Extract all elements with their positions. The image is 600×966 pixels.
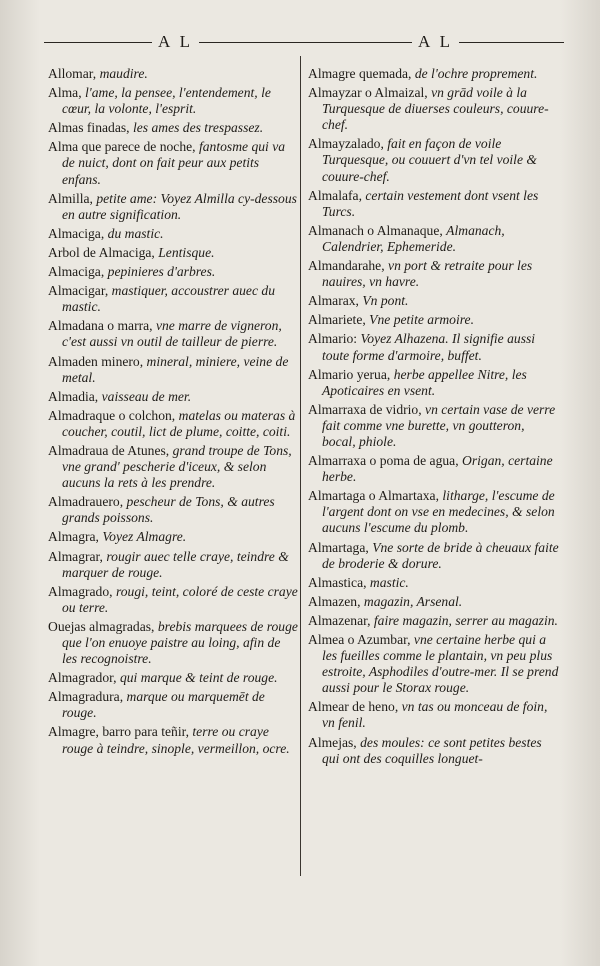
dictionary-entry [48, 408, 298, 440]
entry-definition: mastic. [369, 574, 409, 590]
dictionary-entry [308, 488, 561, 536]
entry-headword: Alma que parece de noche, [48, 139, 196, 155]
entry-definition: Voyez Almagre. [102, 529, 187, 545]
entry-headword: Almadana o marra, [48, 318, 153, 334]
dictionary-entry [48, 191, 298, 223]
entry-definition: Vn pont. [362, 293, 409, 309]
dictionary-entry [48, 389, 298, 405]
entry-headword: Almacigar, [48, 283, 109, 299]
dictionary-entry [308, 735, 561, 767]
entry-definition: pescheur de Tons, & autres grands poissons. [62, 494, 275, 526]
dictionary-entry [308, 136, 561, 184]
entry-definition: mastiquer, accoustrer auec du mastic. [62, 283, 275, 315]
entry-headword: Almastica, [308, 574, 367, 590]
entry-headword: Almayzar o Almaizal, [308, 85, 428, 101]
dictionary-entry [48, 139, 298, 187]
dictionary-entry [48, 670, 298, 686]
dictionary-entry [308, 367, 561, 399]
entry-headword: Almagre, barro para teñir, [48, 724, 189, 740]
entry-headword: Almartaga o Almartaxa, [308, 488, 439, 504]
running-header [44, 32, 564, 56]
entry-definition: vn tas ou monceau de foin, vn fenil. [322, 699, 548, 731]
entry-headword: Almear de heno, [308, 699, 399, 715]
entry-headword: Almarraxa de vidrio, [308, 401, 422, 417]
entry-definition: rougi, teint, coloré de ceste craye ou terre. [62, 583, 298, 615]
entry-definition: litharge, l'escume de l'argent dont on vse en medecines, & selon aucuns l'escume du plomb. [322, 488, 555, 536]
entry-definition: marque ou marquemēt de rouge. [62, 689, 265, 721]
entry-headword: Almandarahe, [308, 258, 385, 274]
entry-definition: fait en façon de voile Turquesque, ou couuert d'vn tel voile & couure-chef. [322, 136, 537, 184]
dictionary-entry [308, 66, 561, 82]
entry-definition: vn port & retraite pour les nauires, vn havre. [322, 258, 533, 290]
dictionary-entry [308, 594, 561, 610]
entry-headword: Almario yerua, [308, 366, 391, 382]
entry-definition: Voyez Alhazena. Il signifie aussi toute forme d'armoire, buffet. [322, 331, 536, 363]
entry-definition: rougir auec telle craye, teindre & marquer de rouge. [62, 548, 289, 580]
dictionary-entry [308, 312, 561, 328]
entry-headword: Almanach o Almanaque, [308, 222, 443, 238]
entry-definition: Almanach, Calendrier, Ephemeride. [322, 222, 505, 254]
entry-headword: Almartaga, [308, 539, 369, 555]
entry-definition: vaisseau de mer. [101, 388, 192, 404]
entry-definition: des moules: ce sont petites bestes qui ont des coquilles longuet- [322, 734, 542, 766]
entry-definition: petite ame: Voyez Almilla cy-dessous en autre signification. [62, 190, 297, 222]
dictionary-entry [48, 85, 298, 117]
entry-headword: Almejas, [308, 734, 357, 750]
entry-headword: Allomar, [48, 66, 97, 81]
dictionary-entry [48, 226, 298, 242]
entry-definition: faire magazin, serrer au magazin. [373, 612, 558, 628]
entry-definition: de l'ochre proprement. [414, 66, 538, 81]
dictionary-entry [308, 188, 561, 220]
entry-headword: Almadia, [48, 388, 99, 404]
entry-headword: Almadraua de Atunes, [48, 442, 170, 458]
entry-headword: Almazen, [308, 593, 361, 609]
dictionary-entry [308, 699, 561, 731]
entry-definition: brebis marquees de rouge que l'on enuoye paistre au loing, afin de les recognoistre. [62, 618, 298, 667]
dictionary-entry [48, 245, 298, 261]
entry-definition: qui marque & teint de rouge. [119, 670, 278, 686]
entry-headword: Almario: [308, 331, 358, 347]
dictionary-entry [308, 223, 561, 255]
entry-definition: herbe appellee Nitre, les Apoticaires en vsent. [322, 366, 527, 398]
header-right: A L [412, 32, 459, 52]
dictionary-entry [48, 584, 298, 616]
entry-headword: Almagre quemada, [308, 66, 412, 81]
entry-headword: Arbol de Almaciga, [48, 244, 155, 260]
entry-headword: Almagrado, [48, 583, 113, 599]
entry-headword: Almadrauero, [48, 494, 124, 510]
dictionary-entry [48, 724, 298, 756]
dictionary-entry [308, 453, 561, 485]
dictionary-entry [48, 529, 298, 545]
entry-headword: Almaciga, [48, 264, 105, 280]
dictionary-entry [308, 258, 561, 290]
entry-definition: vn grād voile à la Turquesque de diuerses couleurs, couure-chef. [322, 85, 549, 133]
entry-definition: vn certain vase de verre fait comme vne burette, vn goutteron, bocal, phiole. [322, 401, 556, 449]
entry-headword: Almagrar, [48, 548, 103, 564]
entry-headword: Almaden minero, [48, 353, 144, 369]
right-column [308, 66, 561, 770]
entry-headword: Almadraque o colchon, [48, 407, 176, 423]
dictionary-entry [48, 443, 298, 491]
entry-definition: vne certaine herbe qui a les fueilles comme le plantain, vn peu plus estroite, Asphodiles d'outre-mer. Il se prend aussi pour le Storax rouge. [322, 632, 559, 696]
dictionary-entry [308, 575, 561, 591]
dictionary-entry [48, 354, 298, 386]
dictionary-entry [48, 264, 298, 280]
entry-definition: fantosme qui va de nuict, dont on fait peur aux petits enfans. [62, 139, 286, 187]
entry-headword: Alma, [48, 85, 82, 101]
header-left: A L [152, 32, 199, 52]
dictionary-entry [308, 540, 561, 572]
dictionary-entry [308, 331, 561, 363]
entry-definition: maudire. [99, 66, 148, 81]
dictionary-entry [48, 494, 298, 526]
entry-definition: l'ame, la pensee, l'entendement, le cœur, la volonte, l'esprit. [62, 85, 271, 117]
entry-headword: Almilla, [48, 190, 93, 206]
entry-definition: les ames des trespassez. [132, 120, 264, 136]
dictionary-entry [48, 283, 298, 315]
entry-definition: magazin, Arsenal. [363, 593, 463, 609]
entry-definition: terre ou craye rouge à teindre, sinople, vermeillon, ocre. [62, 724, 290, 756]
dictionary-entry [308, 632, 561, 696]
entry-definition: Vne sorte de bride à cheuaux faite de broderie & dorure. [322, 539, 559, 571]
left-column [48, 66, 298, 760]
entry-headword: Almaciga, [48, 225, 105, 241]
entry-definition: grand troupe de Tons, vne grand' pescherie d'iceux, & selon aucuns la rets à les prendre. [62, 442, 292, 491]
entry-headword: Almarax, [308, 293, 359, 309]
column-divider [300, 56, 301, 876]
dictionary-entry [308, 402, 561, 450]
entry-definition: mineral, miniere, veine de metal. [62, 353, 289, 385]
entry-headword: Almagrador, [48, 670, 117, 686]
entry-headword: Almazenar, [308, 612, 371, 628]
entry-definition: vne marre de vigneron, c'est aussi vn outil de tailleur de pierre. [62, 318, 282, 350]
entry-definition: Vne petite armoire. [369, 312, 474, 328]
entry-headword: Almayzalado, [308, 136, 384, 152]
entry-headword: Almea o Azumbar, [308, 632, 411, 647]
dictionary-entry [48, 318, 298, 350]
entry-definition: matelas ou materas à coucher, coutil, lict de plume, coitte, coiti. [62, 407, 296, 439]
dictionary-entry [308, 293, 561, 309]
entry-headword: Almagradura, [48, 689, 124, 705]
dictionary-entry [48, 66, 298, 82]
entry-definition: pepinieres d'arbres. [107, 264, 216, 280]
dictionary-entry [308, 613, 561, 629]
dictionary-entry [48, 120, 298, 136]
entry-headword: Almagra, [48, 529, 99, 545]
entry-headword: Almas finadas, [48, 120, 130, 136]
entry-definition: du mastic. [107, 225, 164, 241]
entry-definition: Origan, certaine herbe. [322, 453, 553, 485]
entry-headword: Almariete, [308, 312, 366, 328]
entry-headword: Ouejas almagradas, [48, 618, 155, 634]
entry-definition: certain vestement dont vsent les Turcs. [322, 187, 539, 219]
entry-headword: Almarraxa o poma de agua, [308, 453, 459, 469]
dictionary-entry [48, 549, 298, 581]
dictionary-entry [48, 619, 298, 667]
header-rule [44, 42, 564, 43]
entry-definition: Lentisque. [158, 244, 215, 260]
entry-headword: Almalafa, [308, 187, 362, 203]
dictionary-entry [308, 85, 561, 133]
dictionary-entry [48, 689, 298, 721]
